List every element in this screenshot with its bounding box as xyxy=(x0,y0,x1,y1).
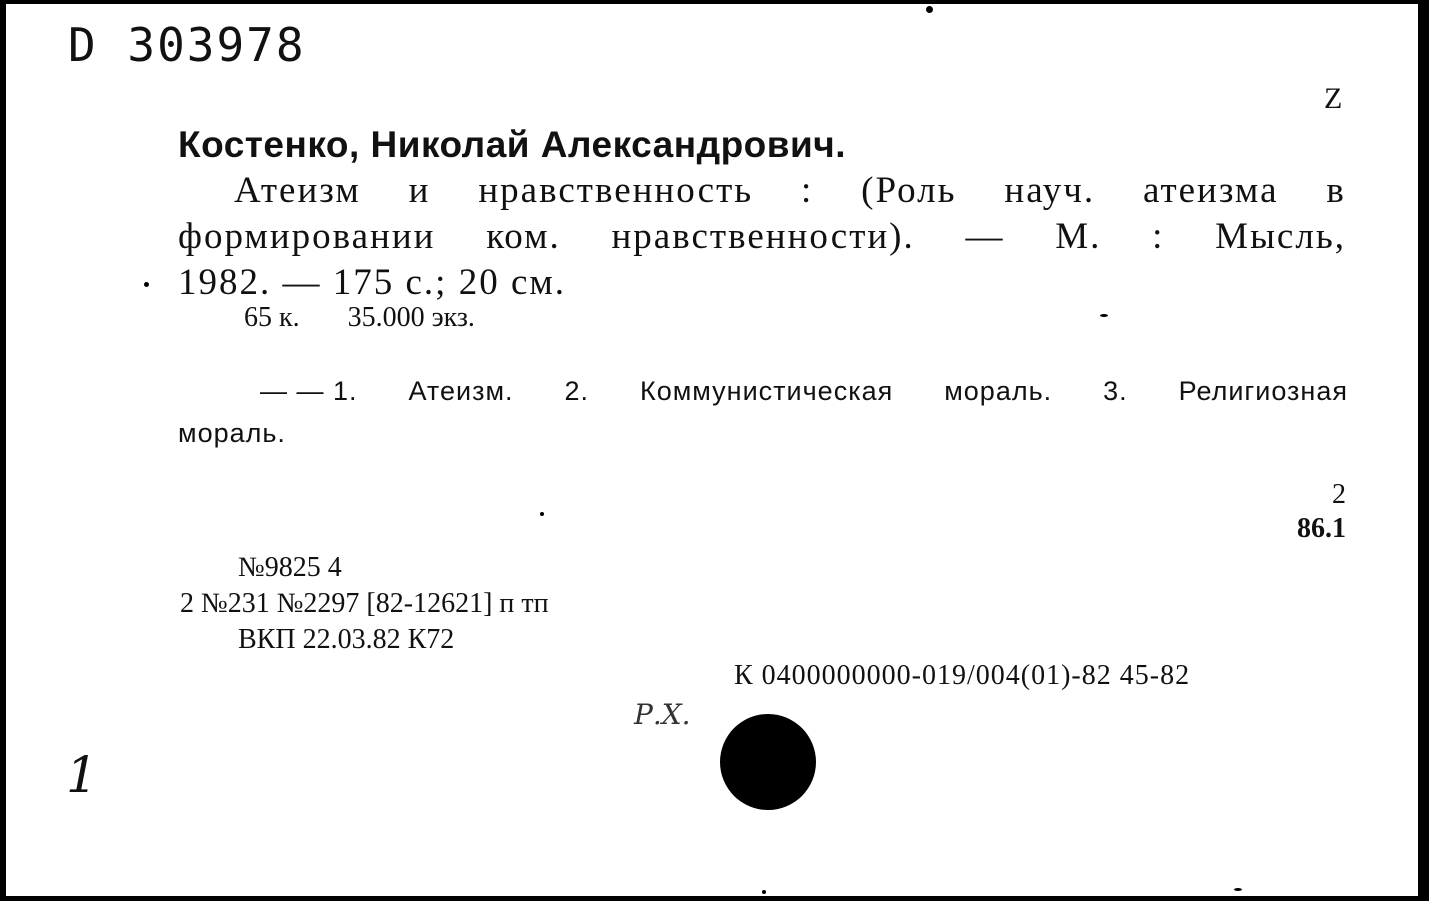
dust-speck xyxy=(540,512,544,516)
title-word: — xyxy=(965,216,1005,257)
price-line xyxy=(244,302,523,334)
subject-word: Религиозная xyxy=(1178,376,1348,406)
title-word: и xyxy=(408,170,431,211)
service-line: №9825 4 xyxy=(238,552,342,583)
print-run: 35.000 экз. xyxy=(347,302,475,333)
subject-tracings xyxy=(178,370,1348,454)
catalog-card xyxy=(6,4,1418,896)
title-word: нравственность xyxy=(478,170,754,211)
dust-speck xyxy=(762,890,766,894)
handwritten-number: 1 xyxy=(66,746,98,804)
subject-line: мораль. xyxy=(178,418,286,448)
service-line: ВКП 22.03.82 К72 xyxy=(238,624,455,655)
subject-word: 3. xyxy=(1103,376,1128,406)
catalog-code: К 0400000000-019/004(01)-82 45-82 xyxy=(734,660,1191,691)
title-word: Атеизм xyxy=(234,170,361,211)
corner-mark: Z xyxy=(1324,82,1343,115)
title-word: (Роль xyxy=(861,170,957,211)
title-word: в xyxy=(1326,170,1346,211)
dust-speck xyxy=(144,282,149,287)
author-heading: Костенко, Николай Александрович. xyxy=(178,124,847,165)
handwritten-initials: Р.Х. xyxy=(634,698,691,731)
punch-hole xyxy=(720,714,816,810)
dust-speck xyxy=(1234,888,1242,891)
classification-code: 86.1 xyxy=(1297,513,1346,544)
title-statement xyxy=(178,168,1346,306)
classification-top: 2 xyxy=(1332,479,1346,510)
service-line: 2 №231 №2297 [82-12621] п тп xyxy=(180,588,549,619)
title-word: : xyxy=(801,170,814,211)
subject-word: 2. xyxy=(564,376,590,406)
classification xyxy=(1276,478,1346,546)
title-word: ком. xyxy=(486,216,561,257)
subject-word: — — 1. xyxy=(260,376,358,406)
title-word: формировании xyxy=(178,216,436,257)
price: 65 к. xyxy=(244,302,300,333)
title-word: атеизма xyxy=(1142,170,1279,211)
card-number: D 303978 xyxy=(68,18,306,72)
title-line xyxy=(178,168,1346,214)
title-word: : xyxy=(1152,216,1165,257)
imprint-line: 1982. — 175 с.; 20 см. xyxy=(178,262,567,303)
subject-word: мораль. xyxy=(944,376,1053,406)
dust-speck xyxy=(926,6,933,13)
title-word: науч. xyxy=(1004,170,1096,211)
subject-line xyxy=(178,370,1348,412)
title-line xyxy=(178,214,1346,260)
subject-word: Атеизм. xyxy=(408,376,514,406)
title-word: Мысль, xyxy=(1215,216,1346,257)
title-word: нравственности). xyxy=(611,216,915,257)
dust-speck xyxy=(1100,314,1108,317)
title-word: М. xyxy=(1055,216,1102,257)
subject-word: Коммунистическая xyxy=(640,376,894,406)
